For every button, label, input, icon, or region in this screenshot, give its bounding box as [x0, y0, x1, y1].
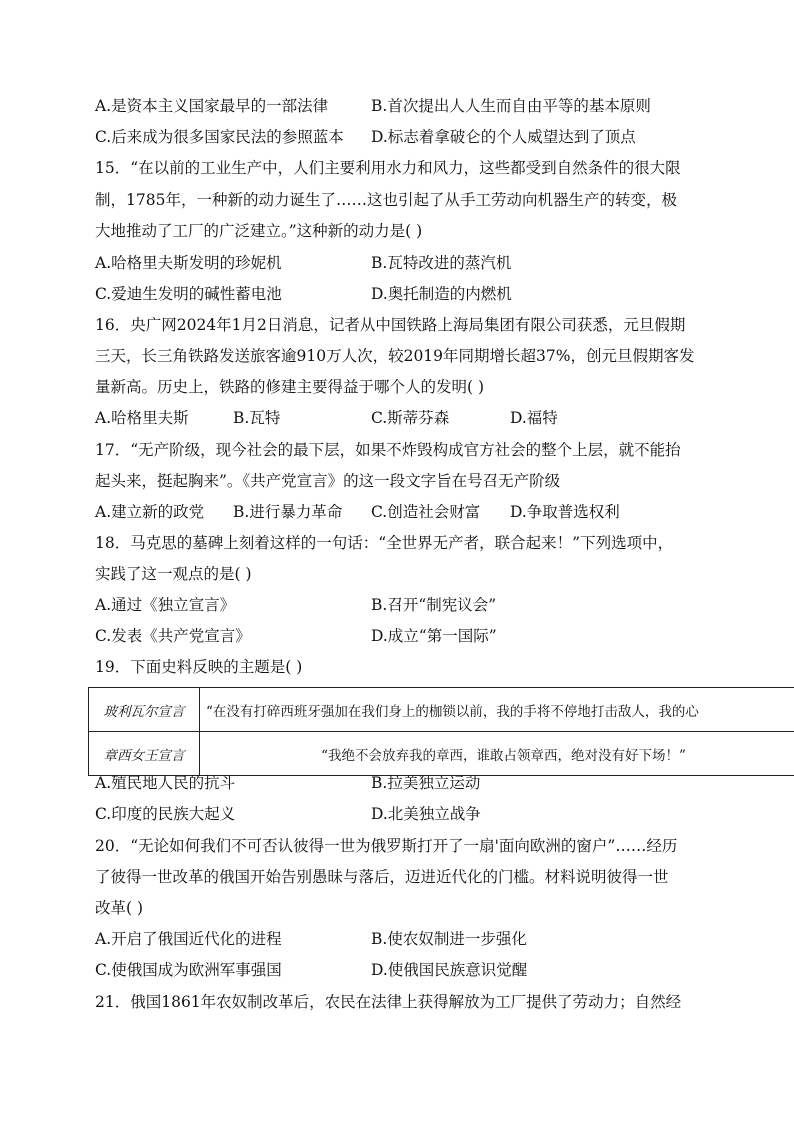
q16-stem-line-3: 量新高。历史上，铁路的修建主要得益于哪个人的发明( ): [95, 378, 485, 396]
q16-option-d: D.福特: [510, 409, 558, 427]
table-row: [89, 688, 794, 732]
q18-option-c: C.发表《共产党宣言》: [95, 627, 251, 645]
source-title-jhansi: 章西女王宣言: [89, 732, 200, 776]
q16-option-a: A.哈格里夫斯: [95, 409, 189, 427]
q20-stem-line-1: 20．“无论如何我们不可否认彼得一世为俄罗斯打开了一扇'面向欧洲的窗户”……经历: [95, 837, 678, 855]
q15-option-b: B.瓦特改进的蒸汽机: [371, 254, 512, 272]
q15-stem-line-2: 制，1785年，一种新的动力诞生了……这也引起了从手工劳动向机器生产的转变，极: [95, 191, 677, 209]
q17-stem-line-1: 17．“无产阶级，现今社会的最下层，如果不炸毁构成官方社会的整个上层，就不能抬: [95, 441, 681, 459]
q15-option-c: C.爱迪生发明的碱性蓄电池: [95, 285, 282, 303]
q17-option-a: A.建立新的政党: [95, 503, 205, 521]
q17-option-c: C.创造社会财富: [371, 503, 481, 521]
q17-option-d: D.争取普选权利: [510, 503, 620, 521]
q19-option-a: A.殖民地人民的抗斗: [95, 774, 236, 792]
q16-stem-line-1: 16．央广网2024年1月2日消息，记者从中国铁路上海局集团有限公司获悉，元旦假期: [95, 316, 686, 334]
q15-option-d: D.奥托制造的内燃机: [371, 285, 512, 303]
q18-option-b: B.召开“制宪议会”: [371, 596, 497, 614]
q17-stem-line-2: 起头来，挺起胸来”。《共产党宣言》的这一段文字旨在号召无产阶级: [95, 472, 561, 490]
q16-stem-line-2: 三天，长三角铁路发送旅客逾910万人次，较2019年同期增长超37%，创元旦假期客发: [95, 347, 695, 365]
table-row: [89, 732, 794, 776]
q20-option-c: C.使俄国成为欧洲军事强国: [95, 961, 282, 979]
q16-option-c: C.斯蒂芬森: [371, 409, 450, 427]
q18-stem-line-2: 实践了这一观点的是( ): [95, 565, 252, 583]
q14-option-a: A.是资本主义国家最早的一部法律: [95, 97, 329, 115]
q19-option-d: D.北美独立战争: [371, 805, 481, 823]
q16-option-b: B.瓦特: [233, 409, 281, 427]
q19-option-c: C.印度的民族大起义: [95, 805, 236, 823]
q15-stem-line-1: 15．“在以前的工业生产中，人们主要利用水力和风力，这些都受到自然条件的很大限: [95, 159, 681, 177]
source-text-jhansi: “我绝不会放弃我的章西，谁敢占领章西，绝对没有好下场！”: [200, 732, 794, 776]
q21-stem-line-1: 21．俄国1861年农奴制改革后，农民在法律上获得解放为工厂提供了劳动力；自然经: [95, 993, 682, 1011]
q14-option-c: C.后来成为很多国家民法的参照蓝本: [95, 128, 344, 146]
q14-option-b: B.首次提出人人生而自由平等的基本原则: [371, 97, 651, 115]
q20-option-d: D.使俄国民族意识觉醒: [371, 961, 528, 979]
q20-stem-line-2: 了彼得一世改革的俄国开始告别愚昧与落后，迈进近代化的门槛。材料说明彼得一世: [95, 868, 669, 886]
q20-option-b: B.使农奴制进一步强化: [371, 930, 527, 948]
q20-stem-line-3: 改革( ): [95, 899, 144, 917]
q15-stem-line-3: 大地推动了工厂的广泛建立。”这种新的动力是( ): [95, 222, 423, 240]
q18-stem-line-1: 18．马克思的墓碑上刻着这样的一句话：“全世界无产者，联合起来！”下列选项中，: [95, 534, 674, 552]
q18-option-d: D.成立“第一国际”: [371, 627, 497, 645]
source-title-bolivar: 玻利瓦尔宣言: [89, 688, 200, 732]
q18-option-a: A.通过《独立宣言》: [95, 596, 236, 614]
q20-option-a: A.开启了俄国近代化的进程: [95, 930, 282, 948]
q14-option-d: D.标志着拿破仑的个人威望达到了顶点: [371, 128, 636, 146]
q19-option-b: B.拉美独立运动: [371, 774, 481, 792]
q19-stem: 19．下面史料反映的主题是( ): [95, 658, 303, 676]
source-text-bolivar: “在没有打碎西班牙强加在我们身上的枷锁以前，我的手将不停地打击敌人，我的心: [200, 688, 794, 732]
q17-option-b: B.进行暴力革命: [233, 503, 343, 521]
q19-source-table: [88, 687, 794, 776]
q15-option-a: A.哈格里夫斯发明的珍妮机: [95, 254, 282, 272]
